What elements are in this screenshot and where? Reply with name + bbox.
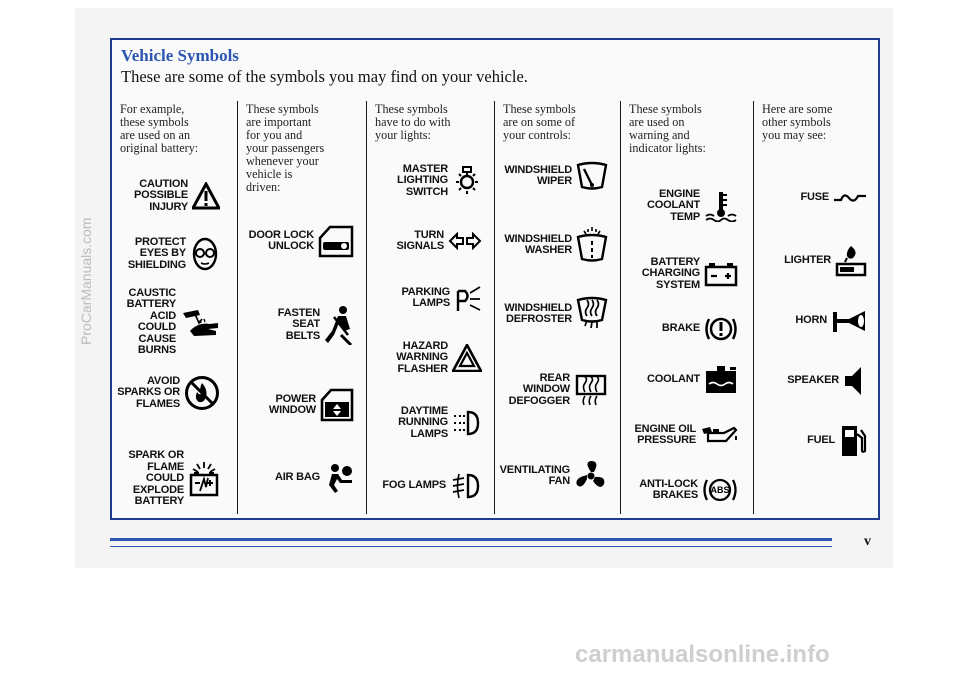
symbol-label: AIR BAG	[274, 471, 320, 484]
coolant-icon	[704, 365, 738, 395]
symbol-item	[397, 219, 483, 263]
bottom-watermark: carmanualsonline.info	[575, 641, 830, 668]
control-symbols-column	[494, 101, 616, 514]
brake-icon	[704, 313, 738, 345]
symbol-item	[787, 359, 867, 403]
symbol-item	[662, 307, 738, 351]
fog-lamp-icon	[450, 471, 482, 501]
door-lock-icon	[318, 224, 354, 258]
symbol-item	[249, 219, 354, 263]
column-intro: These symbols are used on warning and indicator lights:	[629, 102, 706, 155]
symbol-label: MASTER LIGHTING SWITCH	[397, 162, 448, 198]
symbol-item	[397, 159, 482, 203]
symbol-item	[128, 449, 220, 508]
seat-belt-icon	[324, 305, 354, 345]
symbol-item	[807, 419, 867, 463]
symbol-item	[401, 276, 482, 320]
symbol-item	[128, 232, 220, 276]
symbol-label: SPEAKER	[787, 374, 839, 387]
fuse-icon	[833, 190, 867, 206]
symbol-label: VENTILATING FAN	[499, 463, 570, 487]
speaker-icon	[843, 364, 867, 398]
symbol-label: HORN	[795, 314, 827, 327]
symbol-item	[642, 252, 738, 296]
symbol-label: HAZARD WARNING FLASHER	[396, 339, 448, 375]
symbol-label: WINDSHIELD WASHER	[504, 232, 572, 256]
symbol-label: FUEL	[807, 434, 835, 447]
goggles-face-icon	[190, 235, 220, 273]
fan-icon	[574, 459, 608, 493]
symbol-label: COOLANT	[647, 373, 700, 386]
symbol-label: SPARK OR FLAME COULD EXPLODE BATTERY	[128, 449, 184, 508]
symbol-item	[117, 371, 220, 415]
warning-triangle-icon	[192, 182, 220, 210]
daytime-lamp-icon	[452, 408, 482, 438]
master-light-icon	[452, 164, 482, 198]
symbol-label: CAUTION POSSIBLE INJURY	[133, 177, 188, 213]
symbol-label: CAUSTIC BATTERY ACID COULD CAUSE BURNS	[126, 286, 176, 356]
symbol-label: AVOID SPARKS OR FLAMES	[117, 374, 180, 410]
no-flame-icon	[184, 375, 220, 411]
symbol-item	[382, 464, 482, 508]
symbol-item	[647, 358, 738, 402]
footer-rule	[110, 538, 832, 541]
page-number: v	[864, 534, 871, 549]
symbol-item	[269, 383, 354, 427]
symbol-label: ENGINE OIL PRESSURE	[634, 422, 696, 446]
air-bag-icon	[324, 463, 354, 493]
symbol-label: ANTI-LOCK BRAKES	[639, 477, 698, 501]
symbol-item	[800, 176, 867, 220]
column-intro: These symbols are important for you and your passengers whenever your vehicle is driven:	[246, 102, 325, 194]
symbol-label: WINDSHIELD WIPER	[504, 163, 572, 187]
symbol-label: FASTEN SEAT BELTS	[277, 306, 320, 342]
symbol-item	[275, 456, 354, 500]
defroster-icon	[576, 296, 608, 332]
indicator-symbols-column	[620, 101, 748, 514]
hazard-icon	[452, 344, 482, 372]
symbol-label: POWER WINDOW	[268, 392, 316, 416]
light-symbols-column	[366, 101, 490, 514]
power-window-icon	[320, 388, 354, 422]
symbol-label: REAR WINDOW DEFOGGER	[508, 371, 570, 407]
washer-icon	[576, 227, 608, 263]
symbol-item	[509, 368, 608, 412]
side-watermark: ProCarManuals.com	[78, 217, 94, 345]
horn-icon	[831, 307, 867, 335]
symbol-item	[504, 154, 608, 198]
symbol-label: FUSE	[800, 191, 829, 204]
lighter-icon	[835, 244, 867, 278]
symbol-label: WINDSHIELD DEFROSTER	[504, 301, 572, 325]
battery-symbols-column	[112, 101, 230, 514]
symbol-label: ENGINE COOLANT TEMP	[647, 187, 700, 223]
symbol-item	[647, 184, 738, 228]
turn-signal-icon	[448, 232, 482, 250]
symbol-label: DOOR LOCK UNLOCK	[248, 228, 314, 252]
coolant-temp-icon	[704, 190, 738, 222]
symbol-label: DAYTIME RUNNING LAMPS	[398, 404, 448, 440]
exploding-battery-icon	[188, 461, 220, 497]
abs-icon	[702, 475, 738, 505]
symbol-item	[784, 239, 867, 283]
symbol-item	[634, 413, 738, 457]
column-intro: For example, these symbols are used on an original battery:	[120, 102, 199, 155]
column-intro: These symbols are on some of your controls:	[503, 102, 576, 142]
symbol-label: PARKING LAMPS	[401, 285, 450, 309]
symbol-item	[112, 286, 220, 356]
other-symbols-column	[753, 101, 875, 514]
acid-hand-icon	[180, 305, 220, 339]
section-subtitle: These are some of the symbols you may find on your vehicle.	[121, 67, 528, 86]
symbol-item	[504, 223, 608, 267]
symbol-item	[639, 468, 738, 512]
passenger-symbols-column	[237, 101, 362, 514]
oil-can-icon	[700, 424, 738, 446]
symbol-item	[134, 174, 220, 218]
symbol-label: FOG LAMPS	[382, 479, 446, 492]
rear-defogger-icon	[574, 373, 608, 407]
battery-icon	[704, 261, 738, 287]
symbol-item	[398, 401, 482, 445]
fuel-pump-icon	[839, 424, 867, 458]
symbol-item	[278, 303, 354, 347]
symbol-label: TURN SIGNALS	[396, 228, 444, 252]
symbol-label: BRAKE	[661, 322, 700, 335]
symbol-item	[504, 292, 608, 336]
footer-rule-thin	[110, 546, 832, 547]
section-title: Vehicle Symbols	[121, 46, 239, 65]
parking-lamp-icon	[454, 283, 482, 313]
symbol-item	[795, 299, 867, 343]
symbol-item	[396, 336, 482, 380]
symbol-label: PROTECT EYES BY SHIELDING	[127, 235, 186, 271]
symbol-label: LIGHTER	[784, 254, 831, 267]
wiper-icon	[576, 161, 608, 191]
symbol-item	[500, 454, 608, 498]
column-intro: Here are some other symbols you may see:	[762, 102, 833, 142]
column-intro: These symbols have to do with your lights:	[375, 102, 451, 142]
abs-icon-text: ABS	[710, 485, 730, 495]
symbol-label: BATTERY CHARGING SYSTEM	[641, 255, 700, 291]
